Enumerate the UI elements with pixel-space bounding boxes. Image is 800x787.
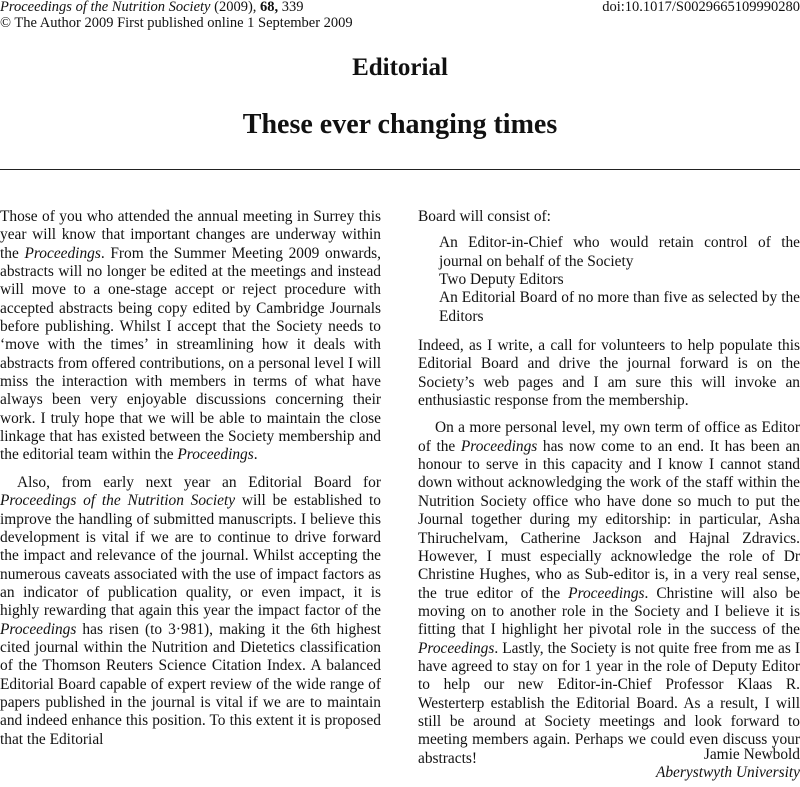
author-affiliation: Aberystwyth University xyxy=(655,764,800,781)
paragraph-4: On a more personal level, my own term of office as Editor of the Proceedings has now come to an end. It has been an honour to serve in this capacity and I know I cannot stand down without acknowledging the work of the staff within the Nutrition Society office who have done so much to put the Journal together during my editorship: in particular, Asha Thiruchelvam, Catherine Jackson and Hajnal Zdravics. However, I must especially acknowledge the role of Dr Christine Hughes, who as Sub-editor is, in a very real sense, the true editor of the Proceedings. Christine will also be moving on to another role in the Society and I believe it is fitting that I highlight her pivotal role in the success of the Proceedings. Lastly, the Society is not quite free from me as I have agreed to stay on for 1 year in the role of Deputy Editor to help our new Editor-in-Chief Professor Klaas R. Westerterp establish the Editorial Board. As a result, I will still be around at Society meetings and look forward to meeting members again. Perhaps we could even discuss your abstracts! xyxy=(418,419,800,767)
list-item: Two Deputy Editors xyxy=(439,271,564,289)
list-item: An Editor-in-Chief who would retain control of the journal on behalf of the Society xyxy=(439,234,800,270)
author-name: Jamie Newbold xyxy=(703,746,800,763)
list-item: An Editorial Board of no more than five as selected by the Editors xyxy=(439,289,800,325)
right-column xyxy=(418,208,800,768)
paragraph-1: Those of you who attended the annual meeting in Surrey this year will know that important changes are underway within the Proceedings. From the Summer Meeting 2009 onwards, abstracts will no longer be edited at the meetings and instead will move to a one-stage accept or reject procedure with accepted abstracts being copy edited by Cambridge Journals before publishing. Whilst I accept that the Society needs to ‘move with the times’ in streamlining how it deals with abstracts from offered contributions, on a personal level I will miss the interaction with members in terms of what have always been very enjoyable discussions concerning their work. I truly hope that we will be able to maintain the close linkage that has existed between the Society membership and the editorial team within the Proceedings. xyxy=(0,208,381,464)
journal-year: (2009), xyxy=(214,0,257,15)
copyright-line: © The Author 2009 First published online 1 September 2009 xyxy=(0,15,353,31)
paragraph-2: Also, from early next year an Editorial Board for Proceedings of the Nutrition Society will be established to improve the handling of submitted manuscripts. I believe this development is vital if we are to continue to drive forward the impact and relevance of the journal. Whilst accepting the numerous caveats associated with the use of impact factors as an indicator of publication quality, or even impact, it is highly rewarding that again this year the impact factor of the Proceedings has risen (to 3·981), making it the 6th highest cited journal within the Nutrition and Dietetics classification of the Thomson Reuters Science Citation Index. A balanced Editorial Board capable of expert review of the wide range of papers published in the journal is vital if we are to maintain and indeed enhance this position. To this extent it is proposed that the Editorial xyxy=(0,473,381,748)
journal-name: Proceedings of the Nutrition Society xyxy=(0,0,211,15)
board-list xyxy=(439,234,800,326)
board-intro: Board will consist of: xyxy=(418,208,551,225)
section-label: Editorial xyxy=(352,54,448,81)
article-title: These ever changing times xyxy=(242,109,558,140)
paragraph-3: Indeed, as I write, a call for volunteers to help populate this Editorial Board and drive the journal forward is on the Society’s web pages and I am sure this will invoke an enthusiastic response from the membership. xyxy=(418,337,800,410)
journal-pages: 339 xyxy=(281,0,304,15)
doi: doi:10.1017/S0029665109990280 xyxy=(602,0,800,15)
journal-volume: 68, xyxy=(260,0,279,15)
signature-block xyxy=(656,746,800,782)
left-column xyxy=(0,208,381,749)
title-divider xyxy=(0,169,800,170)
